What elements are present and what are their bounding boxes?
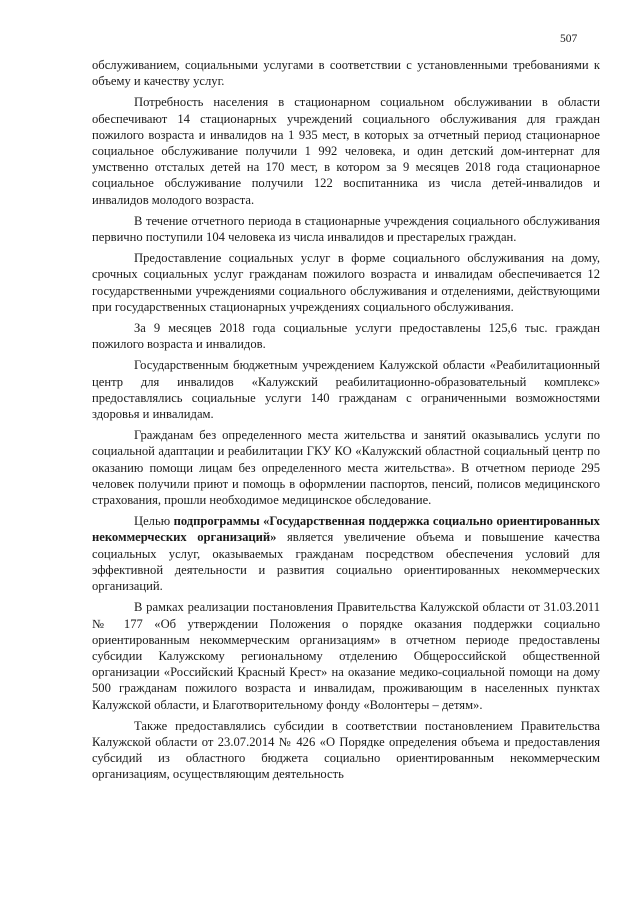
page-number: 507 [560,33,578,45]
subprogram-title: подпрограммы «Государственная поддержка социально ориентированных некоммерческих организаций» [92,514,600,545]
paragraph-8 [92,513,600,594]
paragraph-9: В рамках реализации постановления Правительства Калужской области от 31.03.2011 № 177 «Об утверждении Положения о порядке оказания поддержки социально ориентированным некоммерческим организациям» в отчетном периоде предоставлены субсидии Калужскому региональному отделению Общероссийской общественной организации «Российский Красный Крест» на оказание медико-социальной помощи на дому 500 гражданам пожилого возраста и инвалидам, проживающим в населенных пунктах Калужской области, и Благотворительному фонду «Волонтеры – детям». [92,600,600,712]
paragraph-2: Потребность населения в стационарном социальном обслуживании в области обеспечивают 14 стационарных учреждений социального обслуживания для граждан пожилого возраста и инвалидов на 1 935 мест, в которых за отчетный период стационарное социальное обслуживание получили 1 992 человека, и один детский дом-интернат для умственно отсталых детей на 170 мест, в котором за 9 месяцев 2018 года стационарное социальное обслуживание получили 122 воспитанника из числа детей-инвалидов и инвалидов молодого возраста. [92,95,600,207]
body-text [92,57,600,788]
paragraph-7: Гражданам без определенного места жительства и занятий оказывались услуги по социальной адаптации и реабилитации ГКУ КО «Калужский областной социальный центр по оказанию помощи лицам без определенного места жительства». В отчетном периоде 295 человек получили приют и помощь в оформлении паспортов, пенсий, полисов медицинского страхования, прошли необходимое медицинское обследование. [92,428,600,508]
paragraph-1: обслуживанием, социальными услугами в соответствии с установленными требованиями к объему и качеству услуг. [92,58,600,89]
paragraph-4: Предоставление социальных услуг в форме социального обслуживания на дому, срочных социальных услуг гражданам пожилого возраста и инвалидам обеспечивается 12 государственными учреждениями социального обслуживания и отделениями, действующими при государственных стационарных учреждениях социального обслуживания. [92,251,600,314]
paragraph-6: Государственным бюджетным учреждением Калужской области «Реабилитационный центр для инвалидов «Калужский реабилитационно-образовательный комплекс» предоставлялись социальные услуги 140 гражданам с ограниченными возможностями здоровья и инвалидам. [92,358,600,422]
paragraph-10: Также предоставлялись субсидии в соответствии постановлением Правительства Калужской области от 23.07.2014 № 426 «О Порядке определения объема и предоставления субсидий из областного бюджета социально ориентированным некоммерческим организациям, осуществляющим деятельность [92,718,600,782]
paragraph-8-lead: Целью [134,514,174,529]
paragraph-8-rest: является увеличение объема и повышение качества социальных услуг, оказываемых гражданам посредством обеспечения условий для эффективной деятельности и развития социально ориентированных некоммерческих организаций. [92,530,600,594]
paragraph-3: В течение отчетного периода в стационарные учреждения социального обслуживания первично поступили 104 человека из числа инвалидов и престарелых граждан. [92,213,600,245]
paragraph-5: За 9 месяцев 2018 года социальные услуги предоставлены 125,6 тыс. граждан пожилого возраста и инвалидов. [92,321,600,352]
